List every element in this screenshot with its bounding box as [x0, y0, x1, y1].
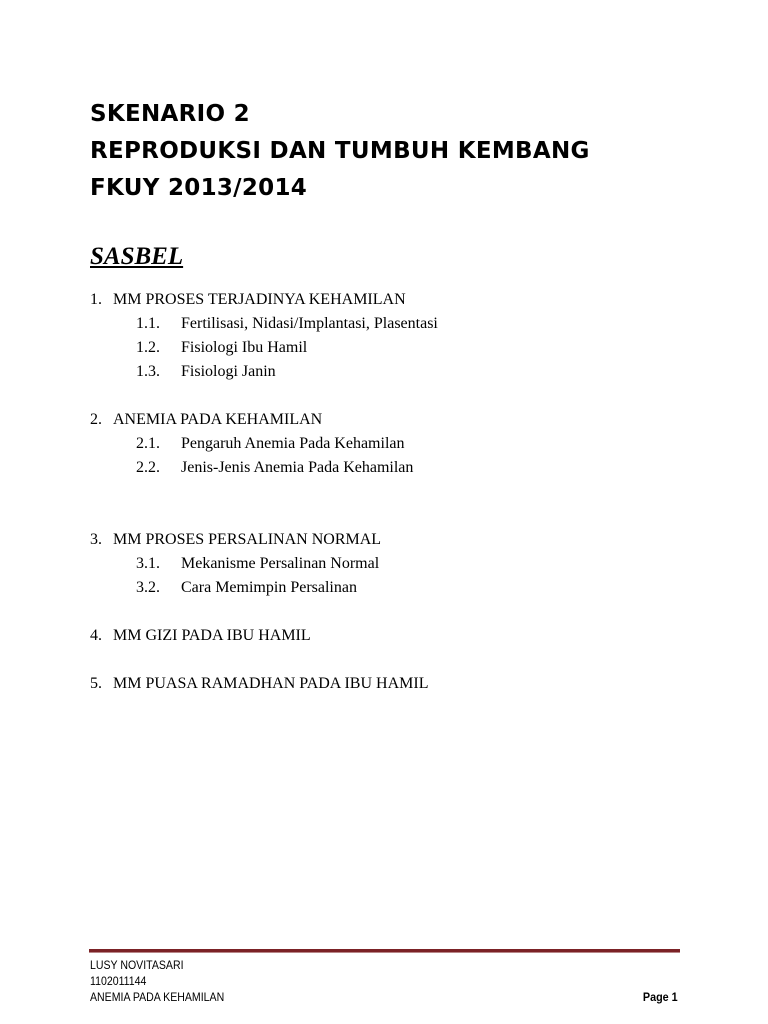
list-item	[90, 528, 438, 552]
sub-list-item	[90, 456, 438, 480]
list-item-label: MM GIZI PADA IBU HAMIL	[113, 627, 311, 644]
title-line-scenario: SKENARIO 2	[90, 101, 250, 127]
list-item-label: MM PROSES PERSALINAN NORMAL	[113, 531, 382, 548]
sub-list-item-label: Fertilisasi, Nidasi/Implantasi, Plasentasi	[181, 315, 438, 332]
sub-list-item	[90, 576, 438, 600]
list-item-number: 2.	[90, 411, 102, 428]
sub-list-item-number: 1.2.	[136, 339, 160, 356]
list-item	[90, 288, 438, 312]
sub-list-item-label: Jenis-Jenis Anemia Pada Kehamilan	[181, 459, 414, 476]
footer-author: LUSY NOVITASARI	[90, 958, 184, 972]
footer-student-id: 1102011144	[90, 974, 147, 988]
footer-divider	[89, 949, 680, 953]
spacer	[90, 384, 438, 408]
sub-list-item-number: 3.1.	[136, 555, 160, 572]
title-line-year: FKUY 2013/2014	[90, 175, 308, 201]
list-item-label: MM PROSES TERJADINYA KEHAMILAN	[113, 291, 406, 308]
document-title	[90, 96, 590, 207]
list-item-number: 1.	[90, 291, 102, 308]
sub-list-item-label: Pengaruh Anemia Pada Kehamilan	[181, 435, 405, 452]
list-item	[90, 624, 438, 648]
sub-list-item	[90, 360, 438, 384]
list-item-number: 3.	[90, 531, 102, 548]
list-item	[90, 408, 438, 432]
spacer	[90, 648, 438, 672]
footer-info	[90, 957, 224, 1005]
sub-list-item-number: 1.1.	[136, 315, 160, 332]
sub-list-item-label: Mekanisme Persalinan Normal	[181, 555, 380, 572]
learning-objectives-list	[90, 288, 438, 696]
sub-list-item-number: 2.1.	[136, 435, 160, 452]
footer-topic: ANEMIA PADA KEHAMILAN	[90, 990, 225, 1004]
title-line-module: REPRODUKSI DAN TUMBUH KEMBANG	[90, 138, 590, 164]
sub-list-item	[90, 312, 438, 336]
sub-list-item-label: Cara Memimpin Persalinan	[181, 579, 357, 596]
sub-list-item-label: Fisiologi Janin	[181, 363, 276, 380]
list-item-label: ANEMIA PADA KEHAMILAN	[113, 411, 323, 428]
list-item-label: MM PUASA RAMADHAN PADA IBU HAMIL	[113, 675, 429, 692]
sub-list-item-number: 3.2.	[136, 579, 160, 596]
list-item-number: 5.	[90, 675, 102, 692]
sub-list-item-number: 2.2.	[136, 459, 160, 476]
sub-list-item-label: Fisiologi Ibu Hamil	[181, 339, 308, 356]
list-item	[90, 672, 438, 696]
spacer	[90, 480, 438, 528]
list-item-number: 4.	[90, 627, 102, 644]
page-number: Page 1	[643, 990, 678, 1004]
sub-list-item-number: 1.3.	[136, 363, 160, 380]
section-heading: SASBEL	[90, 243, 184, 270]
sub-list-item	[90, 552, 438, 576]
sub-list-item	[90, 336, 438, 360]
sub-list-item	[90, 432, 438, 456]
spacer	[90, 600, 438, 624]
